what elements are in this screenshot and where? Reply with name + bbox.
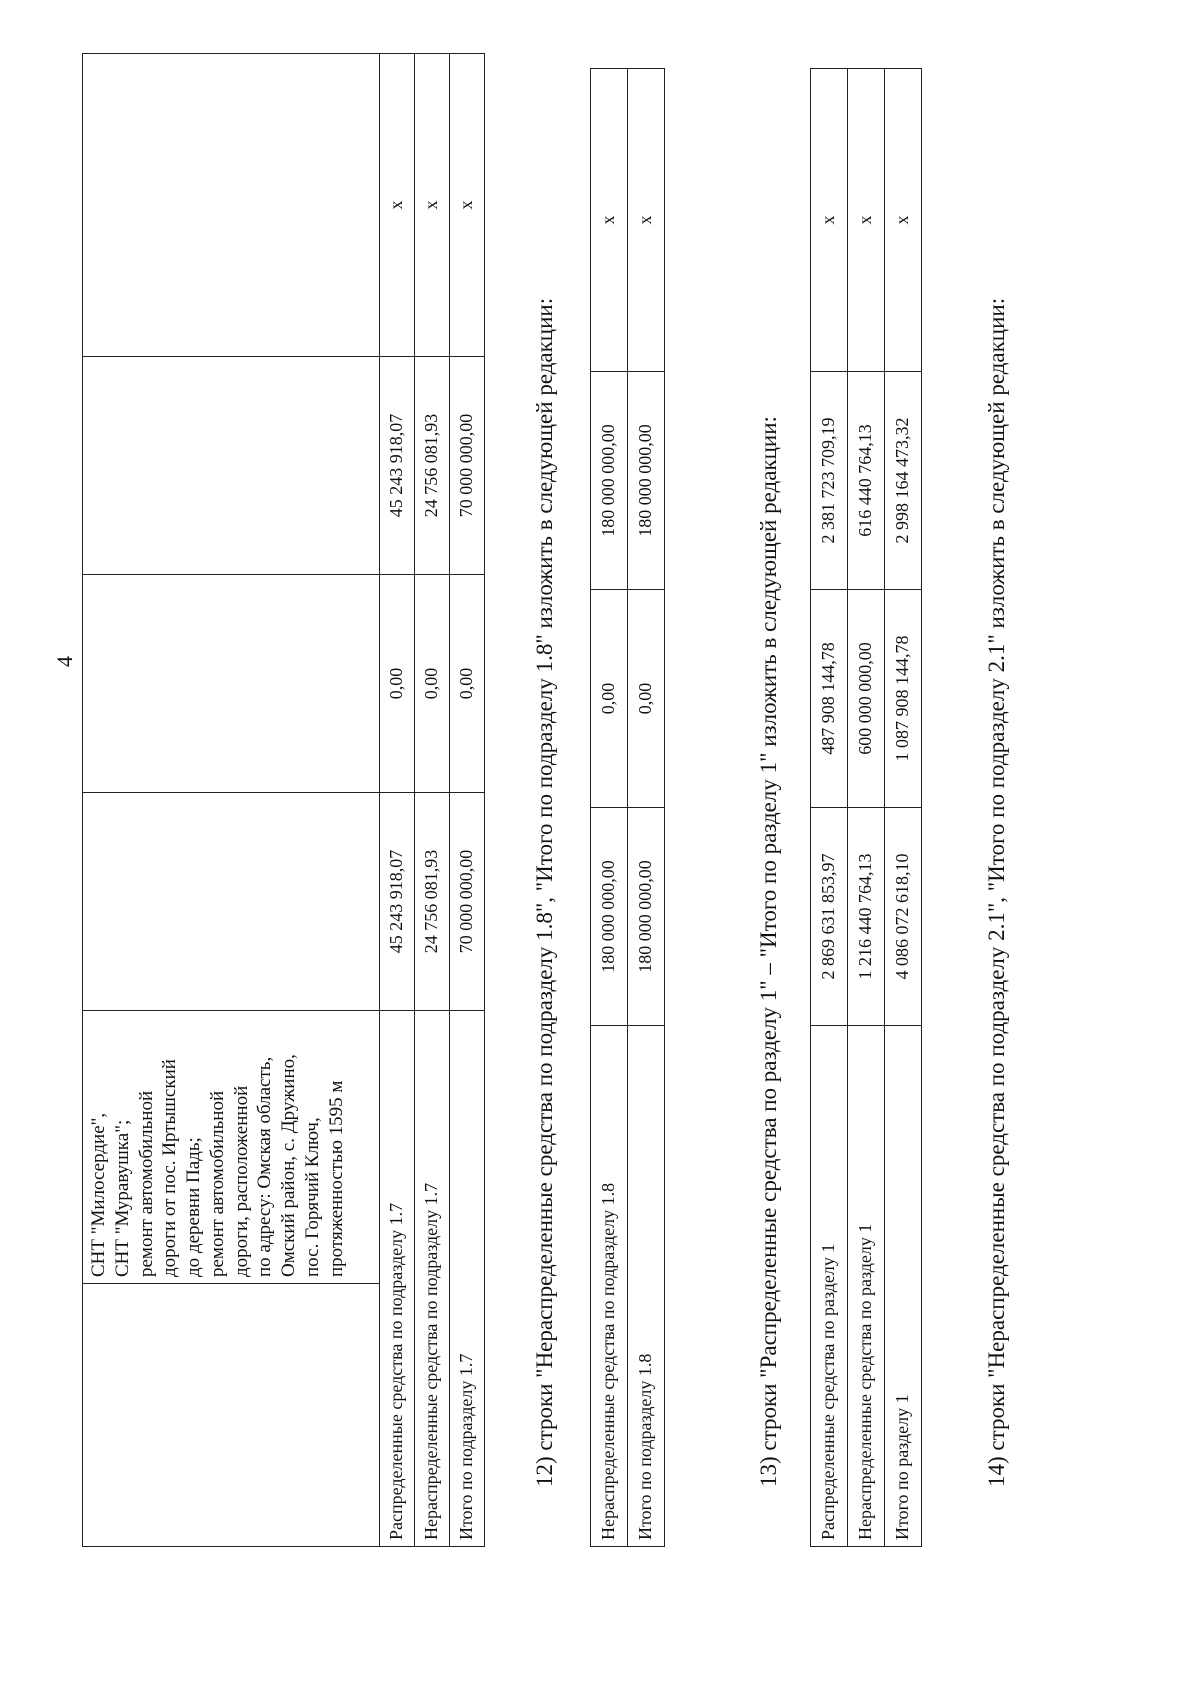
value-cell: 45 243 918,07 xyxy=(380,793,415,1011)
table-subsection-1-7 xyxy=(82,53,485,1547)
object-line: Омский район, с. Дружино, xyxy=(278,1054,299,1277)
value-cell: х xyxy=(415,54,450,357)
table-row xyxy=(415,54,450,1547)
table-section-1 xyxy=(810,68,922,1547)
object-line: СНТ "Муравушка"; xyxy=(111,1119,133,1277)
table-row xyxy=(848,69,885,1547)
object-line: дороги от пос. Иртышский xyxy=(159,1059,181,1277)
table-row xyxy=(885,69,922,1547)
value-cell: 180 000 000,00 xyxy=(628,808,665,1026)
value-cell: х xyxy=(811,69,848,372)
object-line: по адресу: Омская область, xyxy=(254,1056,276,1277)
table-cell-empty xyxy=(83,54,380,357)
value-cell: 180 000 000,00 xyxy=(628,372,665,590)
value-cell: 616 440 764,13 xyxy=(848,372,885,590)
row-label: Распределенные средства по разделу 1 xyxy=(811,1026,848,1547)
table-row xyxy=(811,69,848,1547)
value-cell: 487 908 144,78 xyxy=(811,590,848,808)
table-row xyxy=(591,69,628,1547)
row-label: Итого по разделу 1 xyxy=(885,1026,922,1547)
value-cell: 2 998 164 473,32 xyxy=(885,372,922,590)
value-cell: 600 000 000,00 xyxy=(848,590,885,808)
value-cell: 180 000 000,00 xyxy=(591,808,628,1026)
table-cell-empty xyxy=(83,1284,380,1547)
value-cell: 0,00 xyxy=(415,575,450,793)
value-cell: 24 756 081,93 xyxy=(415,357,450,575)
object-line: до деревни Падь; xyxy=(183,1137,204,1277)
value-cell: 0,00 xyxy=(450,575,485,793)
table-cell-empty xyxy=(83,575,380,793)
value-cell: 4 086 072 618,10 xyxy=(885,808,922,1026)
value-cell: х xyxy=(848,69,885,372)
value-cell: 70 000 000,00 xyxy=(450,793,485,1011)
value-cell: 1 216 440 764,13 xyxy=(848,808,885,1026)
value-cell: 45 243 918,07 xyxy=(380,357,415,575)
value-cell: 1 087 908 144,78 xyxy=(885,590,922,808)
object-line: СНТ "Милосердие", xyxy=(88,1112,109,1277)
object-line: пос. Горячий Ключ, xyxy=(301,1117,323,1277)
paragraph-12: 12) строки "Нераспределенные средства по подразделу 1.8", "Итого по подразделу 1.8" изложить в следующей редакции: xyxy=(532,297,557,1487)
table-row xyxy=(83,54,380,1547)
row-label: Распределенные средства по подразделу 1.7 xyxy=(380,1011,415,1547)
object-line: дороги, расположенной xyxy=(230,1085,252,1277)
value-cell: 2 381 723 709,19 xyxy=(811,372,848,590)
value-cell: х xyxy=(450,54,485,357)
object-line: ремонт автомобильной xyxy=(206,1090,228,1277)
value-cell: х xyxy=(628,69,665,372)
row-label: Нераспределенные средства по подразделу 1.8 xyxy=(591,1026,628,1547)
value-cell: х xyxy=(885,69,922,372)
table-cell-empty xyxy=(83,357,380,575)
object-line: протяженностью 1595 м xyxy=(325,1080,347,1277)
paragraph-14: 14) строки "Нераспределенные средства по подразделу 2.1", "Итого по подразделу 2.1" изложить в следующей редакции: xyxy=(984,297,1009,1487)
table-row xyxy=(450,54,485,1547)
value-cell: 70 000 000,00 xyxy=(450,357,485,575)
value-cell: 2 869 631 853,97 xyxy=(811,808,848,1026)
row-label: Итого по подразделу 1.8 xyxy=(628,1026,665,1547)
row-label: Нераспределенные средства по разделу 1 xyxy=(848,1026,885,1547)
value-cell: 0,00 xyxy=(628,590,665,808)
value-cell: х xyxy=(591,69,628,372)
page-number: 4 xyxy=(52,656,77,667)
object-description-cell xyxy=(83,1011,380,1284)
paragraph-13: 13) строки "Распределенные средства по разделу 1" – "Итого по разделу 1" изложить в следующей редакции: xyxy=(756,416,781,1487)
value-cell: 24 756 081,93 xyxy=(415,793,450,1011)
value-cell: 0,00 xyxy=(591,590,628,808)
value-cell: х xyxy=(380,54,415,357)
table-cell-empty xyxy=(83,793,380,1011)
value-cell: 0,00 xyxy=(380,575,415,793)
row-label: Нераспределенные средства по подразделу 1.7 xyxy=(415,1011,450,1547)
value-cell: 180 000 000,00 xyxy=(591,372,628,590)
table-row xyxy=(380,54,415,1547)
row-label: Итого по подразделу 1.7 xyxy=(450,1011,485,1547)
object-line: ремонт автомобильной xyxy=(135,1090,157,1277)
table-subsection-1-8 xyxy=(590,68,665,1547)
table-row xyxy=(628,69,665,1547)
